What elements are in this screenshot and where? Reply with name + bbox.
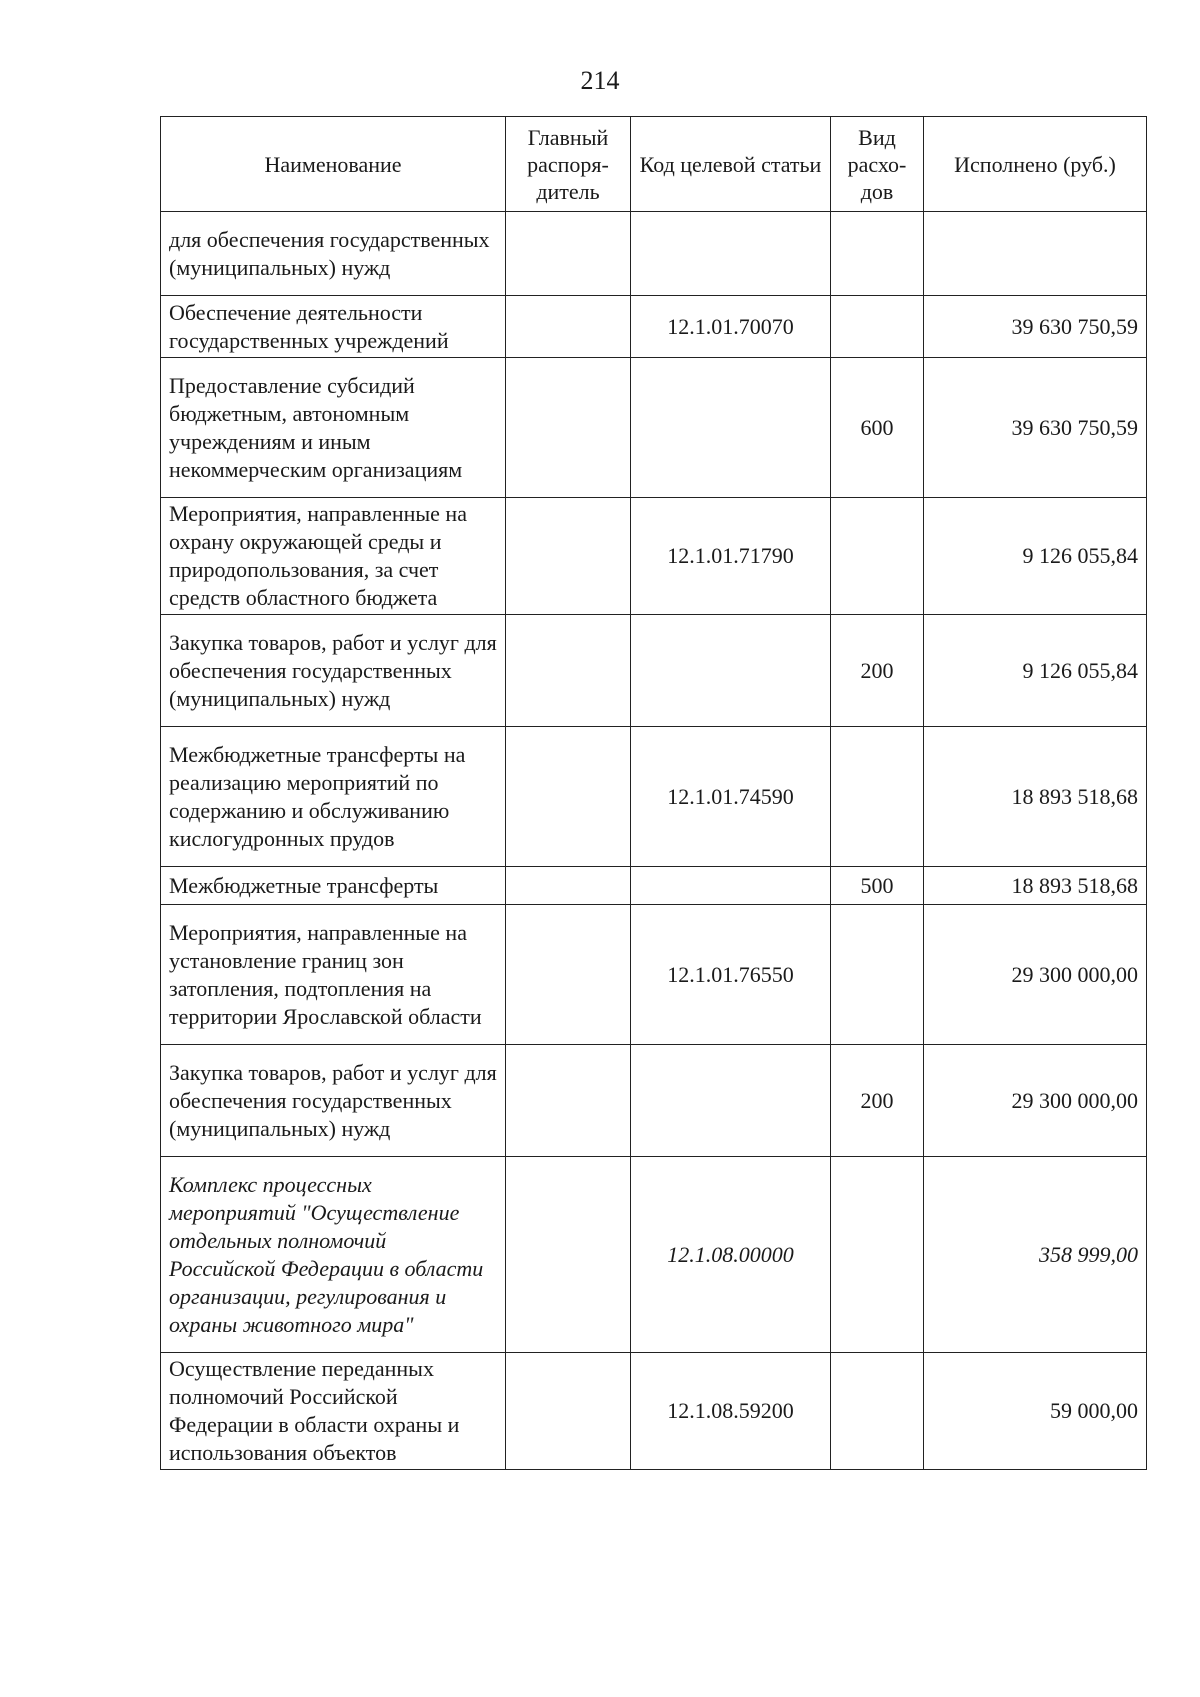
row-admin-cell — [506, 905, 631, 1045]
row-code-cell — [631, 615, 831, 727]
row-type-cell — [831, 212, 924, 296]
row-amount-cell: 9 126 055,84 — [924, 615, 1147, 727]
row-admin-cell — [506, 1045, 631, 1157]
table-row — [161, 498, 1147, 615]
row-code-cell — [631, 212, 831, 296]
table-header — [161, 117, 1147, 212]
header-row — [161, 117, 1147, 212]
row-name-cell: Межбюджетные трансферты — [161, 867, 506, 905]
row-code-cell: 12.1.08.59200 — [631, 1353, 831, 1470]
row-admin-cell — [506, 727, 631, 867]
header-amount: Исполнено (руб.) — [924, 117, 1147, 212]
row-admin-cell — [506, 358, 631, 498]
row-code-cell — [631, 867, 831, 905]
row-amount-cell: 59 000,00 — [924, 1353, 1147, 1470]
table-row — [161, 212, 1147, 296]
table-row — [161, 1045, 1147, 1157]
row-name-cell: Мероприятия, направленные на охрану окружающей среды и природопользования, за счет средств областного бюджета — [161, 498, 506, 615]
table-row — [161, 1157, 1147, 1353]
row-code-cell: 12.1.01.76550 — [631, 905, 831, 1045]
table-row — [161, 358, 1147, 498]
row-amount-cell: 39 630 750,59 — [924, 296, 1147, 358]
row-type-cell: 500 — [831, 867, 924, 905]
row-admin-cell — [506, 615, 631, 727]
row-code-cell — [631, 1045, 831, 1157]
table-body — [161, 212, 1147, 1470]
row-admin-cell — [506, 1353, 631, 1470]
budget-execution-table — [160, 116, 1147, 1470]
row-type-cell: 600 — [831, 358, 924, 498]
row-name-cell: Мероприятия, направленные на установление границ зон затопления, подтопления на территории Ярославской области — [161, 905, 506, 1045]
row-name-cell: для обеспечения государственных (муниципальных) нужд — [161, 212, 506, 296]
row-code-cell: 12.1.01.70070 — [631, 296, 831, 358]
row-amount-cell: 29 300 000,00 — [924, 1045, 1147, 1157]
row-amount-cell: 29 300 000,00 — [924, 905, 1147, 1045]
header-type: Вид расхо-дов — [831, 117, 924, 212]
row-type-cell — [831, 1157, 924, 1353]
row-amount-cell: 18 893 518,68 — [924, 727, 1147, 867]
header-admin: Главный распоря-дитель — [506, 117, 631, 212]
row-amount-cell — [924, 212, 1147, 296]
row-admin-cell — [506, 867, 631, 905]
row-code-cell: 12.1.01.71790 — [631, 498, 831, 615]
table-row — [161, 615, 1147, 727]
row-type-cell: 200 — [831, 615, 924, 727]
row-name-cell: Закупка товаров, работ и услуг для обеспечения государственных (муниципальных) нужд — [161, 1045, 506, 1157]
row-admin-cell — [506, 296, 631, 358]
row-amount-cell: 9 126 055,84 — [924, 498, 1147, 615]
row-name-cell: Межбюджетные трансферты на реализацию мероприятий по содержанию и обслуживанию кислогудронных прудов — [161, 727, 506, 867]
table-row — [161, 905, 1147, 1045]
row-amount-cell: 39 630 750,59 — [924, 358, 1147, 498]
row-admin-cell — [506, 212, 631, 296]
row-admin-cell — [506, 498, 631, 615]
row-code-cell: 12.1.01.74590 — [631, 727, 831, 867]
row-amount-cell: 18 893 518,68 — [924, 867, 1147, 905]
row-type-cell — [831, 296, 924, 358]
table-row — [161, 1353, 1147, 1470]
row-type-cell — [831, 498, 924, 615]
row-type-cell — [831, 727, 924, 867]
page-number: 214 — [580, 66, 620, 95]
header-name: Наименование — [161, 117, 506, 212]
row-name-cell: Осуществление переданных полномочий Российской Федерации в области охраны и использования объектов — [161, 1353, 506, 1470]
row-type-cell — [831, 1353, 924, 1470]
header-code: Код целевой статьи — [631, 117, 831, 212]
row-code-cell — [631, 358, 831, 498]
table-row — [161, 296, 1147, 358]
row-amount-cell: 358 999,00 — [924, 1157, 1147, 1353]
table-row — [161, 867, 1147, 905]
row-admin-cell — [506, 1157, 631, 1353]
row-name-cell: Комплекс процессных мероприятий "Осуществление отдельных полномочий Российской Федерации в области организации, регулирования и охраны животного мира" — [161, 1157, 506, 1353]
row-name-cell: Закупка товаров, работ и услуг для обеспечения государственных (муниципальных) нужд — [161, 615, 506, 727]
row-name-cell: Предоставление субсидий бюджетным, автономным учреждениям и иным некоммерческим организациям — [161, 358, 506, 498]
table-row — [161, 727, 1147, 867]
row-type-cell — [831, 905, 924, 1045]
row-code-cell: 12.1.08.00000 — [631, 1157, 831, 1353]
row-name-cell: Обеспечение деятельности государственных учреждений — [161, 296, 506, 358]
row-type-cell: 200 — [831, 1045, 924, 1157]
